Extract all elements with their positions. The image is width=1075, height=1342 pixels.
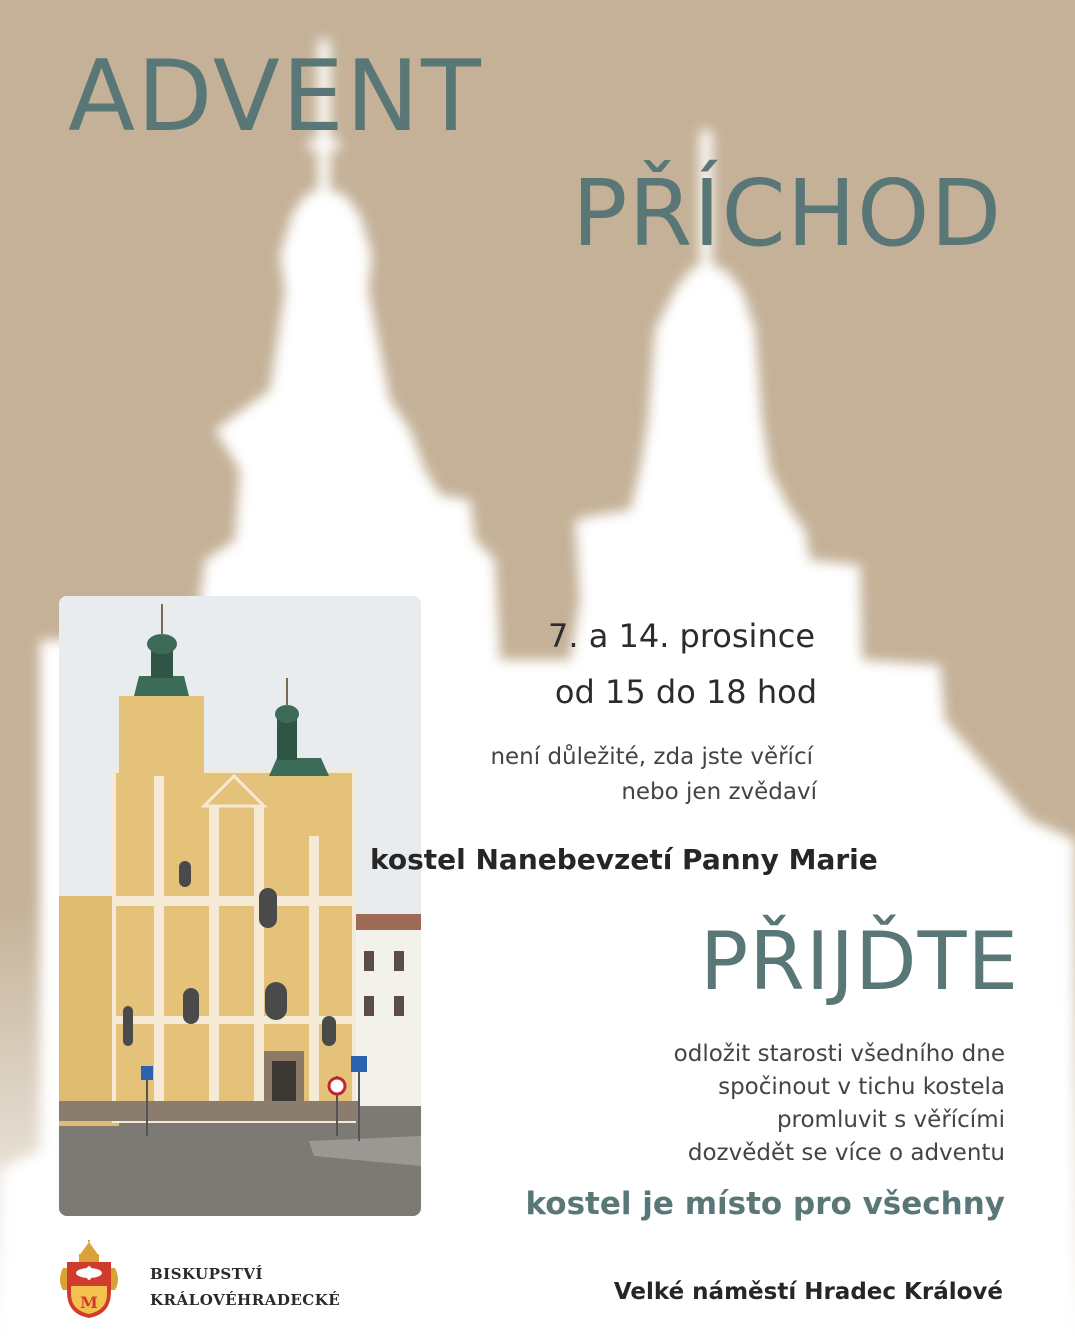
church-photo — [59, 596, 421, 1216]
title-prichod: PŘÍCHOD — [572, 160, 1003, 267]
title-prijdte: PŘIJĎTE — [700, 915, 1020, 1008]
event-location: Velké náměstí Hradec Králové — [613, 1279, 1003, 1305]
title-advent: ADVENT — [68, 40, 483, 154]
event-dates: 7. a 14. prosince — [547, 617, 815, 655]
note-line-2: nebo jen zvědaví — [621, 779, 817, 805]
note-line-1: není důležité, zda jste věřící — [490, 744, 813, 770]
reason-item: spočinout v tichu kostela — [718, 1074, 1005, 1100]
organization-name-line-2: KRÁLOVÉHRADECKÉ — [150, 1291, 341, 1309]
diocese-coat-of-arms-icon — [57, 1240, 121, 1318]
logo-letter: M — [80, 1293, 98, 1312]
reason-item: odložit starosti všedního dne — [673, 1041, 1005, 1067]
event-hours: od 15 do 18 hod — [554, 673, 817, 711]
organization-name-line-1: BISKUPSTVÍ — [150, 1265, 264, 1283]
church-illustration — [59, 596, 421, 1216]
reason-item: dozvědět se více o adventu — [687, 1140, 1005, 1166]
slogan: kostel je místo pro všechny — [525, 1186, 1005, 1222]
church-name: kostel Nanebevzetí Panny Marie — [370, 843, 878, 876]
reason-item: promluvit s věřícími — [776, 1107, 1005, 1133]
